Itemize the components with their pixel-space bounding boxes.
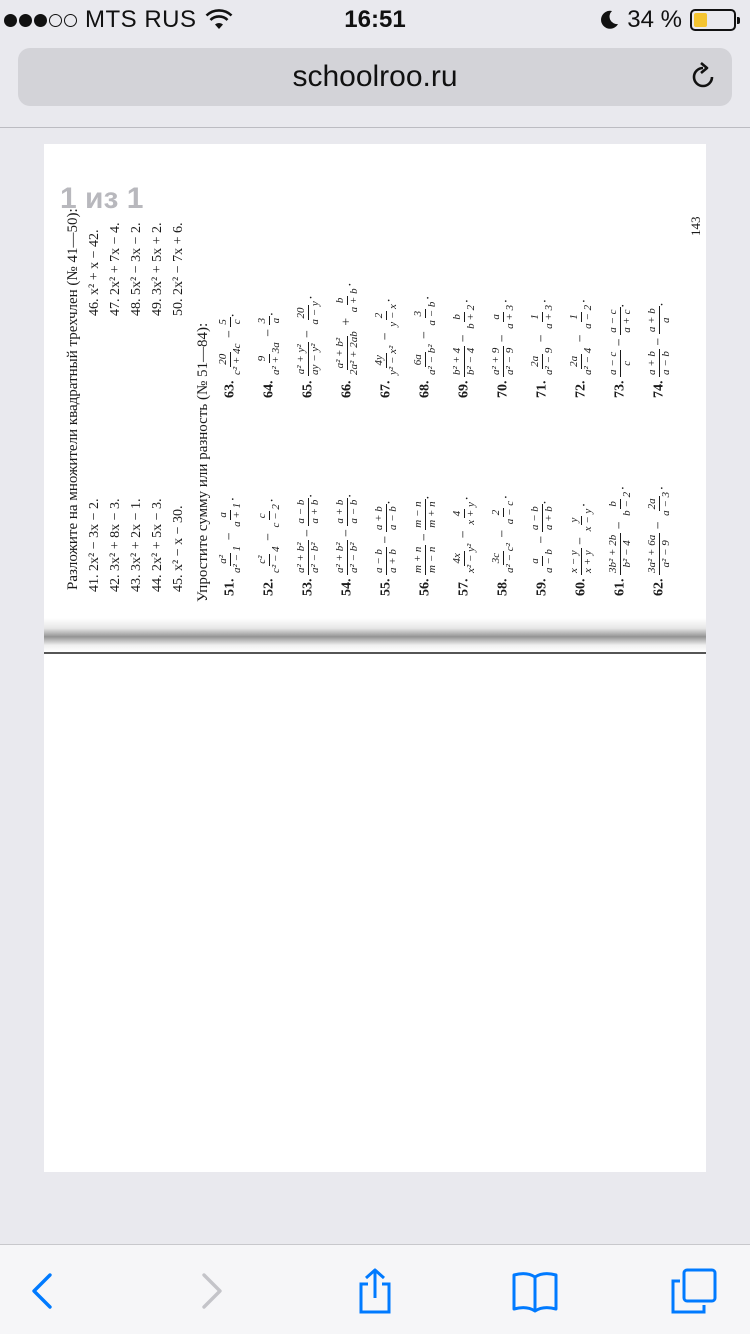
tabs-icon xyxy=(670,1267,718,1315)
simplify-item: 57. 4x x² − y² − 4 x + y . xyxy=(451,496,477,596)
item-number: 53. xyxy=(300,578,316,596)
item-number: 65. xyxy=(300,380,316,398)
fraction-numerator: b xyxy=(334,297,346,304)
fraction xyxy=(296,299,321,326)
fraction-numerator: 1 xyxy=(568,314,580,320)
fraction-numerator: y xyxy=(568,517,580,523)
fraction xyxy=(608,307,633,334)
page-number: 143 xyxy=(688,216,703,236)
operator: − xyxy=(495,526,511,542)
fraction-numerator: 2a xyxy=(568,355,580,367)
fraction xyxy=(491,346,516,377)
carrier-name: MTS RUS xyxy=(85,6,197,33)
factor-item: 44. 2x² + 5x − 3. xyxy=(150,498,165,592)
operator: − xyxy=(339,525,355,541)
fraction-denominator: a² − b² xyxy=(426,344,438,375)
fraction xyxy=(296,342,321,378)
scan-edge-line xyxy=(44,652,706,654)
fraction-denominator: m + n xyxy=(426,501,438,528)
factor-item: 41. 2x² − 3x − 2. xyxy=(87,498,102,592)
fraction-numerator: x − y xyxy=(568,550,580,573)
fraction-denominator: a² + 3a xyxy=(270,342,282,375)
fraction-numerator: a² + b² xyxy=(334,542,346,573)
fraction-denominator: a + 3 xyxy=(504,304,516,329)
fraction-denominator: 2a² + 2ab xyxy=(348,331,360,375)
operator: − xyxy=(651,517,667,533)
fraction-numerator: a² + b² xyxy=(334,337,346,369)
fraction-denominator: ay − y² xyxy=(309,343,321,375)
simplify-item: 62. 3a² + 6a a² − 9 − 2a a − 3 . xyxy=(646,486,672,596)
fraction-numerator: a + b xyxy=(373,506,385,531)
operator: − xyxy=(417,529,433,545)
fraction-numerator: 2 xyxy=(373,312,385,319)
share-button[interactable] xyxy=(345,1265,405,1317)
fraction-denominator: a − 2 xyxy=(582,304,594,329)
fraction-denominator: b² − 4 xyxy=(465,347,477,375)
fraction-numerator: 4 xyxy=(451,510,463,517)
fraction-numerator: a − b xyxy=(295,499,307,524)
item-number: 67. xyxy=(378,380,394,398)
operator: − xyxy=(300,326,316,342)
back-button[interactable] xyxy=(14,1265,74,1317)
item-number: 51. xyxy=(222,578,238,596)
fraction xyxy=(413,342,438,377)
fraction-denominator: a − c xyxy=(504,500,516,525)
fraction xyxy=(452,542,477,575)
fraction-numerator: b xyxy=(451,314,463,320)
item-number: 57. xyxy=(456,578,472,596)
fraction xyxy=(257,502,282,529)
factor-item: 48. 5x² − 3x − 2. xyxy=(129,222,144,316)
address-bar[interactable] xyxy=(18,48,732,106)
fraction xyxy=(335,498,360,526)
fraction-numerator: 3b² + 2b xyxy=(607,534,619,573)
simplify-item: 52. c² c² − 4 − c c − 2 . xyxy=(256,498,282,596)
battery-icon xyxy=(690,9,736,31)
fraction xyxy=(608,350,633,377)
simplify-item: 59. a a − b − a − b a + b . xyxy=(529,500,555,596)
simplify-item: 72. 2a a² − 4 − 1 a − 2 . xyxy=(568,299,594,398)
item-number: 62. xyxy=(651,578,667,596)
fraction xyxy=(335,329,360,377)
fraction-denominator: a − b xyxy=(543,549,555,573)
fraction-numerator: a xyxy=(490,314,502,320)
fraction-denominator: a − 3 xyxy=(660,491,672,516)
item-number: 52. xyxy=(261,578,277,596)
tabs-button[interactable] xyxy=(664,1265,724,1317)
operator: − xyxy=(261,529,277,545)
forward-icon xyxy=(186,1267,234,1315)
simplify-item: 61. 3b² + 2b b² − 4 − b b − 2 . xyxy=(607,486,633,596)
operator: − xyxy=(300,525,316,541)
fraction-numerator: a² xyxy=(217,554,229,564)
simplify-item: 74. a + b a − b − a + b a . xyxy=(646,302,672,398)
fraction-denominator: a + 3 xyxy=(543,304,555,329)
fraction-denominator: c xyxy=(621,360,633,366)
item-number: 64. xyxy=(261,380,277,398)
operator: − xyxy=(534,330,550,346)
simplify-item: 71. 2a a² − 9 − 1 a + 3 . xyxy=(529,299,555,398)
status-bar xyxy=(0,0,750,40)
fraction xyxy=(218,342,243,378)
item-number: 71. xyxy=(534,380,550,398)
operator: − xyxy=(534,532,550,548)
fraction-numerator: 9 xyxy=(256,355,268,362)
simplify-item: 55. a − b a + b − a + b a − b . xyxy=(373,500,399,596)
fraction-numerator: 2a xyxy=(646,498,658,510)
fraction xyxy=(569,346,594,377)
fraction-denominator: a² − 4 xyxy=(582,347,594,375)
operator: − xyxy=(456,526,472,542)
fraction xyxy=(491,541,516,575)
operator: − xyxy=(417,327,433,343)
fraction-denominator: b² − 4 xyxy=(621,540,633,568)
fraction xyxy=(257,340,282,377)
fraction-numerator: 6a xyxy=(412,354,424,366)
fraction-numerator: 1 xyxy=(529,314,541,320)
operator: − xyxy=(222,326,238,342)
fraction-numerator: a² + y² xyxy=(295,344,307,375)
url-text[interactable]: schoolroo.ru xyxy=(292,60,458,93)
fraction xyxy=(452,346,477,377)
fraction-numerator: 2a xyxy=(529,355,541,367)
reload-icon[interactable] xyxy=(688,62,718,92)
fraction-numerator: 3a² + 6a xyxy=(646,534,658,573)
fraction-numerator: 20 xyxy=(217,353,229,365)
fraction-denominator: a − b xyxy=(348,499,360,524)
fraction xyxy=(452,303,477,331)
fraction-denominator: x + y xyxy=(582,550,594,573)
operator: − xyxy=(612,517,628,533)
factor-item: 50. 2x² − 7x + 6. xyxy=(171,222,186,316)
fraction-denominator: a² − 9 xyxy=(504,347,516,375)
fraction xyxy=(218,544,243,575)
fraction-denominator: x + y xyxy=(465,502,477,525)
fraction-numerator: c xyxy=(256,513,268,519)
item-number: 73. xyxy=(612,380,628,398)
battery-level-fill xyxy=(694,13,707,27)
fraction-denominator: m − n xyxy=(426,546,438,573)
fraction xyxy=(530,303,555,331)
fraction-denominator: a + b xyxy=(348,288,360,313)
fraction-numerator: 2 xyxy=(490,509,502,516)
item-number: 54. xyxy=(339,578,355,596)
fraction-denominator: a xyxy=(270,317,282,324)
factor-item: 49. 3x² + 5x + 2. xyxy=(150,222,165,316)
fraction-numerator: a + b xyxy=(334,499,346,524)
fraction-numerator: a − c xyxy=(607,351,619,375)
back-icon xyxy=(20,1267,68,1315)
fraction-numerator: a − b xyxy=(373,549,385,573)
simplify-item: 70. a² + 9 a² − 9 − a a + 3 . xyxy=(490,299,516,398)
simplify-item: 63. 20 c² + 4c − 5 c . xyxy=(217,313,243,398)
simplify-item: 67. 4y y² − x² − 2 y − x . xyxy=(373,298,399,398)
fraction xyxy=(608,490,633,518)
battery-percent: 34 % xyxy=(627,6,682,33)
fraction-denominator: y² − x² xyxy=(387,345,399,375)
scan-shadow xyxy=(44,618,706,652)
fraction-denominator: a + 1 xyxy=(231,502,243,527)
bookmarks-icon xyxy=(511,1267,559,1315)
item-number: 63. xyxy=(222,380,238,398)
item-number: 59. xyxy=(534,578,550,596)
fraction xyxy=(257,544,282,575)
simplify-item: 65. a² + y² ay − y² − 20 a − y . xyxy=(295,295,321,398)
fraction-numerator: 5 xyxy=(217,319,229,325)
simplify-item: 60. x − y x + y − y x − y . xyxy=(568,503,594,596)
fraction-denominator: x² − y² xyxy=(465,543,477,573)
fraction xyxy=(374,302,399,329)
simplify-item: 73. a − c c − a − c a + c . xyxy=(607,303,633,398)
fraction-numerator: m + n xyxy=(412,546,424,573)
fraction-numerator: a xyxy=(529,558,541,564)
simplify-item: 58. 3c a² − c² − 2 a − c . xyxy=(490,495,516,596)
fraction-denominator: a − b xyxy=(387,506,399,531)
fraction xyxy=(374,504,399,532)
fraction xyxy=(647,533,672,575)
fraction-denominator: a² − 1 xyxy=(231,545,243,573)
operator: − xyxy=(573,533,589,549)
fraction-numerator: 4y xyxy=(373,355,385,366)
factor-item: 42. 3x² + 8x − 3. xyxy=(108,498,123,592)
fraction-numerator: m − n xyxy=(412,501,424,528)
fraction xyxy=(530,547,555,575)
fraction-denominator: x − y xyxy=(582,508,594,532)
fraction xyxy=(296,498,321,526)
fraction xyxy=(530,346,555,377)
simplify-item: 51. a² a² − 1 − a a + 1 . xyxy=(217,497,243,596)
fraction-numerator: c² xyxy=(256,555,268,564)
fraction-numerator: a² + 9 xyxy=(490,347,502,375)
item-number: 74. xyxy=(651,380,667,398)
fraction-numerator: 3c xyxy=(490,552,502,564)
fraction-denominator: a + b xyxy=(309,499,321,524)
operator: + xyxy=(339,314,355,330)
item-number: 60. xyxy=(573,578,589,596)
operator: − xyxy=(261,325,277,341)
fraction xyxy=(257,316,282,326)
simplify-item: 53. a² + b² a² − b² − a − b a + b . xyxy=(295,494,321,596)
fraction-denominator: a − b xyxy=(426,301,438,326)
fraction xyxy=(374,547,399,575)
fraction xyxy=(569,548,594,575)
factor-item: 46. x² + x − 42. xyxy=(87,229,102,316)
section-heading-simplify: Упростите сумму или разность (№ 51—84): xyxy=(195,322,211,602)
operator: − xyxy=(222,528,238,544)
fraction xyxy=(647,490,672,518)
operator: − xyxy=(573,330,589,346)
item-number: 69. xyxy=(456,380,472,398)
factor-item: 45. x² − x − 30. xyxy=(171,505,186,592)
fraction-numerator: a + b xyxy=(646,351,658,375)
fraction-numerator: a − b xyxy=(529,506,541,531)
item-number: 61. xyxy=(612,578,628,596)
item-number: 68. xyxy=(417,380,433,398)
fraction xyxy=(296,540,321,575)
fraction xyxy=(218,501,243,529)
operator: − xyxy=(378,532,394,548)
fraction-numerator: a² + b² xyxy=(295,542,307,573)
factor-item: 47. 2x² + 7x − 4. xyxy=(108,222,123,316)
fraction xyxy=(452,500,477,527)
simplify-item: 66. a² + b² 2a² + 2ab + b a + b . xyxy=(334,282,360,398)
status-right xyxy=(599,6,736,34)
fraction-denominator: a² − 9 xyxy=(660,540,672,568)
fraction xyxy=(569,507,594,534)
document-viewer[interactable] xyxy=(0,128,750,1244)
fraction-numerator: 4x xyxy=(451,553,463,564)
fraction-numerator: b² + 4 xyxy=(451,347,463,375)
fraction-denominator: c² − 4 xyxy=(270,546,282,573)
fraction xyxy=(335,286,360,314)
bookmarks-button[interactable] xyxy=(505,1265,565,1317)
document-page xyxy=(44,144,706,1172)
fraction xyxy=(647,349,672,377)
fraction xyxy=(569,303,594,331)
simplify-item: 64. 9 a² + 3a − 3 a . xyxy=(256,312,282,398)
fraction xyxy=(413,545,438,575)
simplify-item: 68. 6a a² − b² − 3 a − b . xyxy=(412,296,438,398)
item-number: 66. xyxy=(339,380,355,398)
fraction-denominator: a − y xyxy=(309,301,321,325)
fraction xyxy=(530,504,555,532)
fraction-denominator: a xyxy=(660,317,672,323)
fraction-denominator: c² + 4c xyxy=(231,343,243,375)
fraction xyxy=(218,317,243,327)
fraction-denominator: a² − 9 xyxy=(543,347,555,375)
operator: − xyxy=(495,330,511,346)
item-number: 56. xyxy=(417,578,433,596)
operator: − xyxy=(612,334,628,350)
page-indicator: 1 из 1 xyxy=(60,182,144,215)
clock: 16:51 xyxy=(344,6,406,33)
fraction xyxy=(413,300,438,328)
fraction xyxy=(374,344,399,377)
share-icon xyxy=(351,1267,399,1315)
fraction-denominator: a² − b² xyxy=(309,542,321,573)
section-heading-factor: Разложите на множители квадратный трехчлен (№ 41—50): xyxy=(65,208,81,590)
forward-button[interactable] xyxy=(180,1265,240,1317)
item-number: 58. xyxy=(495,578,511,596)
operator: − xyxy=(378,328,394,344)
fraction-numerator: 3 xyxy=(256,317,268,324)
item-number: 72. xyxy=(573,380,589,398)
factor-item: 43. 3x² + 2x − 1. xyxy=(129,498,144,592)
fraction-denominator: a + c xyxy=(621,309,633,333)
fraction-denominator: b − 2 xyxy=(621,491,633,516)
fraction-denominator: c − 2 xyxy=(270,504,282,528)
simplify-item: 56. m + n m − n − m − n m + n . xyxy=(412,495,438,596)
fraction xyxy=(608,533,633,575)
fraction xyxy=(491,303,516,331)
fraction-denominator: a + b xyxy=(543,506,555,531)
fraction-denominator: b + 2 xyxy=(465,304,477,329)
fraction-denominator: c xyxy=(231,319,243,325)
fraction xyxy=(647,306,672,334)
fraction-numerator: b xyxy=(607,501,619,507)
fraction-denominator: a − b xyxy=(660,351,672,375)
simplify-item: 54. a² + b² a² − b² − a + b a − b . xyxy=(334,494,360,596)
fraction-numerator: a + b xyxy=(646,308,658,333)
fraction xyxy=(491,499,516,526)
item-number: 70. xyxy=(495,380,511,398)
fraction-denominator: y − x xyxy=(387,304,399,327)
fraction xyxy=(335,540,360,575)
operator: − xyxy=(456,330,472,346)
fraction xyxy=(413,499,438,529)
fraction-denominator: a² − b² xyxy=(348,542,360,573)
fraction-numerator: a xyxy=(217,512,229,518)
fraction-numerator: a − c xyxy=(607,309,619,333)
fraction-numerator: 20 xyxy=(295,307,307,319)
fraction-denominator: a² − c² xyxy=(504,543,516,573)
operator: − xyxy=(651,334,667,350)
bottom-toolbar xyxy=(0,1244,750,1334)
fraction-denominator: a + b xyxy=(387,549,399,573)
simplify-item: 69. b² + 4 b² − 4 − b b + 2 . xyxy=(451,299,477,398)
item-number: 55. xyxy=(378,578,394,596)
fraction-numerator: 3 xyxy=(412,310,424,317)
do-not-disturb-moon-icon xyxy=(599,9,619,31)
